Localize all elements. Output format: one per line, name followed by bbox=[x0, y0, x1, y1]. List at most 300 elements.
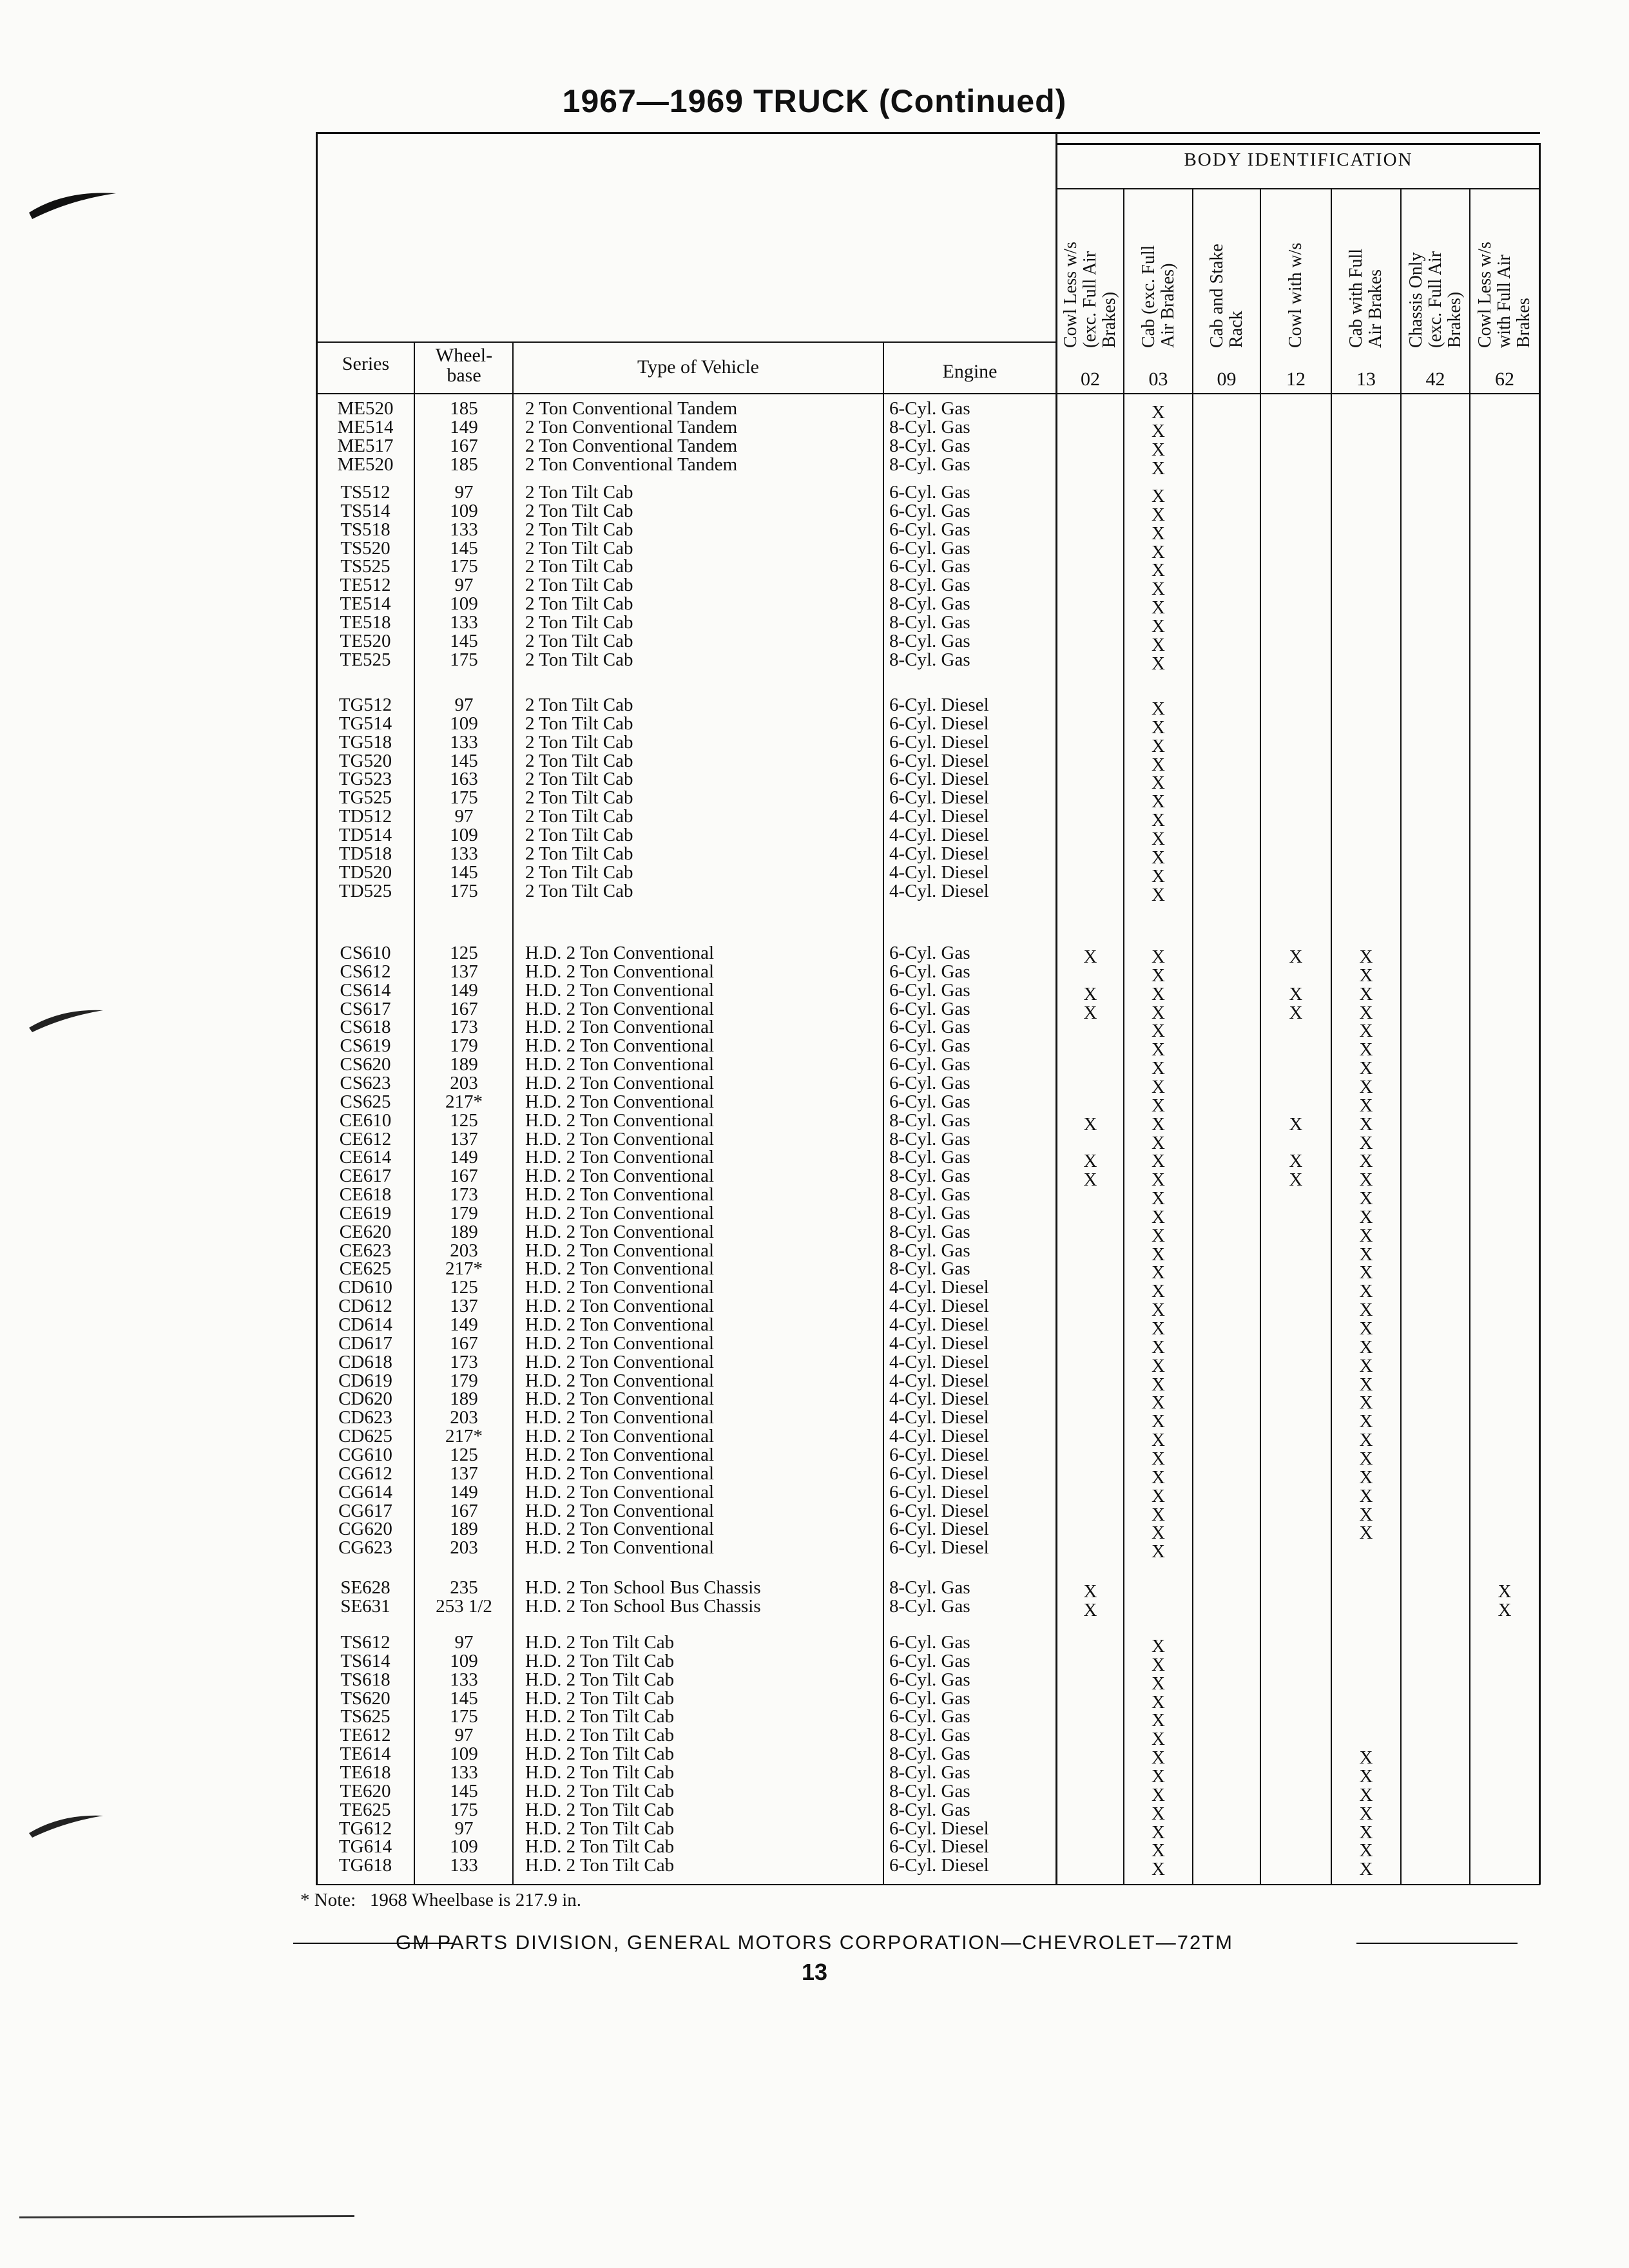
body-mark-03: X bbox=[1152, 698, 1165, 719]
series-cell: TE612 bbox=[340, 1725, 391, 1746]
body-mark-03: X bbox=[1152, 1336, 1165, 1358]
body-mark-03: X bbox=[1152, 1113, 1165, 1135]
wheelbase-cell: 133 bbox=[450, 1855, 478, 1876]
vehicle-type-cell: H.D. 2 Ton Conventional bbox=[525, 1314, 715, 1335]
wheelbase-cell: 167 bbox=[450, 998, 478, 1019]
body-col-13-label bbox=[1365, 269, 1392, 348]
body-mark-03: X bbox=[1152, 1151, 1165, 1172]
engine-cell: 8-Cyl. Gas bbox=[889, 1166, 970, 1187]
body-mark-13: X bbox=[1359, 1355, 1373, 1376]
vehicle-type-cell: H.D. 2 Ton Tilt Cab bbox=[525, 1818, 675, 1839]
series-header: Series bbox=[342, 353, 390, 374]
wheelbase-cell: 137 bbox=[450, 1463, 478, 1484]
body-mark-12: X bbox=[1289, 1169, 1303, 1191]
wheelbase-cell: 173 bbox=[450, 1017, 478, 1038]
wheelbase-cell: 133 bbox=[450, 611, 478, 633]
vehicle-type-cell: H.D. 2 Ton Conventional bbox=[525, 1444, 715, 1465]
engine-cell: 4-Cyl. Diesel bbox=[889, 861, 989, 883]
scan-mark-bottom bbox=[19, 2204, 380, 2229]
body-col-02-label bbox=[1099, 291, 1126, 348]
engine-cell: 8-Cyl. Gas bbox=[889, 1725, 970, 1746]
body-mark-03: X bbox=[1152, 457, 1165, 479]
series-cell: TE512 bbox=[340, 575, 391, 596]
body-mark-03: X bbox=[1152, 1392, 1165, 1414]
vehicle-type-cell: 2 Ton Tilt Cab bbox=[525, 787, 633, 809]
body-mark-13: X bbox=[1359, 1448, 1373, 1469]
body-mark-13: X bbox=[1359, 1244, 1373, 1265]
body-mark-03: X bbox=[1152, 541, 1165, 562]
body-mark-03: X bbox=[1152, 735, 1165, 756]
body-col-42-label bbox=[1444, 291, 1471, 348]
wheelbase-cell: 109 bbox=[450, 1650, 478, 1671]
engine-cell: 4-Cyl. Diesel bbox=[889, 1332, 989, 1354]
engine-cell: 6-Cyl. Gas bbox=[889, 1687, 970, 1709]
engine-cell: 6-Cyl. Diesel bbox=[889, 1444, 989, 1465]
wheelbase-cell: 97 bbox=[454, 806, 474, 827]
series-cell: CD614 bbox=[338, 1314, 392, 1335]
body-col-label-text: with Full Air bbox=[1494, 255, 1514, 348]
engine-cell: 6-Cyl. Diesel bbox=[889, 1537, 989, 1559]
body-mark-03: X bbox=[1152, 965, 1165, 986]
body-mark-02: X bbox=[1083, 983, 1097, 1004]
body-mark-03: X bbox=[1152, 1076, 1165, 1097]
wheelbase-cell: 145 bbox=[450, 630, 478, 651]
body-mark-03: X bbox=[1152, 884, 1165, 905]
series-cell: CS614 bbox=[340, 979, 391, 1001]
series-cell: CE620 bbox=[339, 1221, 392, 1242]
engine-cell: 6-Cyl. Gas bbox=[889, 1669, 970, 1690]
wheelbase-cell: 217* bbox=[445, 1091, 483, 1112]
vehicle-type-cell: H.D. 2 Ton Conventional bbox=[525, 943, 715, 963]
body-mark-02: X bbox=[1083, 947, 1097, 967]
body-mark-03: X bbox=[1152, 1021, 1165, 1042]
engine-cell: 6-Cyl. Gas bbox=[889, 1017, 970, 1038]
body-mark-13: X bbox=[1359, 1747, 1373, 1769]
vehicle-type-cell: H.D. 2 Ton Tilt Cab bbox=[525, 1762, 675, 1783]
wheelbase-cell: 179 bbox=[450, 1370, 478, 1391]
body-mark-13: X bbox=[1359, 1002, 1373, 1023]
body-mark-02: X bbox=[1083, 1581, 1097, 1602]
body-mark-13: X bbox=[1359, 947, 1373, 967]
body-mark-03: X bbox=[1152, 1132, 1165, 1153]
engine-cell: 6-Cyl. Gas bbox=[889, 1650, 970, 1671]
vehicle-type-cell: H.D. 2 Ton Conventional bbox=[525, 1426, 715, 1447]
series-cell: CE618 bbox=[339, 1184, 392, 1206]
wheelbase-cell: 173 bbox=[450, 1351, 478, 1372]
body-mark-03: X bbox=[1152, 420, 1165, 441]
engine-cell: 8-Cyl. Gas bbox=[889, 611, 970, 633]
body-mark-13: X bbox=[1359, 1840, 1373, 1861]
wheelbase-cell: 179 bbox=[450, 1035, 478, 1057]
vehicle-type-cell: H.D. 2 Ton Conventional bbox=[525, 1258, 715, 1280]
vehicle-type-cell: H.D. 2 Ton Conventional bbox=[525, 998, 715, 1019]
engine-cell: 8-Cyl. Gas bbox=[889, 575, 970, 596]
wheelbase-cell: 167 bbox=[450, 1166, 478, 1187]
body-mark-03: X bbox=[1152, 1430, 1165, 1451]
series-cell: TD518 bbox=[338, 843, 392, 864]
series-cell: TS620 bbox=[340, 1687, 390, 1709]
series-cell: CG623 bbox=[338, 1537, 392, 1559]
engine-cell: 6-Cyl. Gas bbox=[889, 998, 970, 1019]
series-cell: TG512 bbox=[338, 695, 392, 715]
series-cell: TG514 bbox=[338, 713, 392, 734]
scan-mark-1 bbox=[26, 174, 122, 226]
wheelbase-cell: 235 bbox=[450, 1577, 478, 1598]
engine-cell: 4-Cyl. Diesel bbox=[889, 1370, 989, 1391]
engine-cell: 8-Cyl. Gas bbox=[889, 630, 970, 651]
body-mark-12: X bbox=[1289, 1151, 1303, 1172]
wheelbase-cell: 109 bbox=[450, 1744, 478, 1765]
wheelbase-cell: 109 bbox=[450, 713, 478, 734]
body-mark-03: X bbox=[1152, 810, 1165, 831]
body-mark-03: X bbox=[1152, 865, 1165, 887]
series-cell: SE631 bbox=[340, 1595, 390, 1617]
vehicle-type-cell: H.D. 2 Ton Conventional bbox=[525, 961, 715, 982]
engine-cell: 4-Cyl. Diesel bbox=[889, 1426, 989, 1447]
body-col-code-09: 09 bbox=[1217, 369, 1237, 390]
body-mark-03: X bbox=[1152, 791, 1165, 812]
body-mark-13: X bbox=[1359, 1039, 1373, 1061]
body-mark-13: X bbox=[1359, 965, 1373, 986]
series-cell: TG518 bbox=[338, 731, 392, 753]
vehicle-type-cell: 2 Ton Tilt Cab bbox=[525, 695, 633, 715]
engine-cell: 6-Cyl. Gas bbox=[889, 1706, 970, 1727]
body-mark-13: X bbox=[1359, 1076, 1373, 1097]
vehicle-type-cell: H.D. 2 Ton Conventional bbox=[525, 1277, 715, 1298]
body-mark-03: X bbox=[1152, 1188, 1165, 1209]
vehicle-type-cell: 2 Ton Tilt Cab bbox=[525, 593, 633, 615]
series-cell: CS619 bbox=[340, 1035, 391, 1057]
vehicle-type-cell: H.D. 2 Ton Tilt Cab bbox=[525, 1780, 675, 1802]
body-col-label-text: Cowl with w/s bbox=[1286, 242, 1306, 348]
body-mark-03: X bbox=[1152, 634, 1165, 655]
series-cell: TE518 bbox=[340, 611, 391, 633]
body-mark-03: X bbox=[1152, 1747, 1165, 1769]
engine-cell: 8-Cyl. Gas bbox=[889, 435, 970, 456]
body-mark-02: X bbox=[1083, 1151, 1097, 1172]
vehicle-type-cell: H.D. 2 Ton Conventional bbox=[525, 1500, 715, 1521]
body-mark-03: X bbox=[1152, 1710, 1165, 1731]
vehicle-type-cell: 2 Ton Tilt Cab bbox=[525, 537, 633, 559]
wheelbase-cell: 145 bbox=[450, 537, 478, 559]
body-mark-13: X bbox=[1359, 1392, 1373, 1414]
vehicle-type-cell: H.D. 2 Ton Conventional bbox=[525, 1296, 715, 1317]
vehicle-type-cell: 2 Ton Tilt Cab bbox=[525, 575, 633, 596]
engine-cell: 8-Cyl. Gas bbox=[889, 1184, 970, 1206]
body-mark-03: X bbox=[1152, 1765, 1165, 1787]
body-mark-13: X bbox=[1359, 1225, 1373, 1246]
series-cell: CE619 bbox=[339, 1202, 392, 1224]
wheelbase-header-line2: base bbox=[447, 365, 481, 386]
vehicle-type-cell: 2 Ton Tilt Cab bbox=[525, 806, 633, 827]
body-mark-13: X bbox=[1359, 1169, 1373, 1191]
wheelbase-cell: 133 bbox=[450, 1669, 478, 1690]
series-cell: CE612 bbox=[339, 1128, 392, 1149]
vehicle-type-cell: H.D. 2 Ton Conventional bbox=[525, 1537, 715, 1559]
wheelbase-cell: 149 bbox=[450, 979, 478, 1001]
series-cell: TE520 bbox=[340, 630, 391, 651]
vehicle-type-header: Type of Vehicle bbox=[637, 356, 759, 378]
engine-cell: 6-Cyl. Gas bbox=[889, 1035, 970, 1057]
wheelbase-cell: 125 bbox=[450, 1444, 478, 1465]
series-cell: ME520 bbox=[337, 398, 394, 419]
series-cell: TS514 bbox=[340, 500, 390, 521]
engine-header: Engine bbox=[942, 361, 998, 382]
body-mark-13: X bbox=[1359, 1188, 1373, 1209]
engine-cell: 6-Cyl. Gas bbox=[889, 961, 970, 982]
body-col-code-42: 42 bbox=[1425, 369, 1445, 390]
vehicle-type-cell: 2 Ton Tilt Cab bbox=[525, 713, 633, 734]
vehicle-type-cell: 2 Ton Tilt Cab bbox=[525, 769, 633, 790]
series-cell: ME514 bbox=[337, 416, 394, 437]
vehicle-type-cell: H.D. 2 Ton Tilt Cab bbox=[525, 1799, 675, 1820]
wheelbase-cell: 149 bbox=[450, 1147, 478, 1168]
body-col-62-label bbox=[1514, 298, 1540, 348]
body-mark-13: X bbox=[1359, 1765, 1373, 1787]
vehicle-type-cell: 2 Ton Tilt Cab bbox=[525, 500, 633, 521]
series-cell: CE614 bbox=[339, 1147, 392, 1168]
wheelbase-cell: 133 bbox=[450, 519, 478, 540]
series-cell: CD618 bbox=[338, 1351, 392, 1372]
series-cell: SE628 bbox=[340, 1577, 390, 1598]
wheelbase-cell: 97 bbox=[454, 1725, 474, 1746]
wheelbase-cell: 97 bbox=[454, 1818, 474, 1839]
body-col-03-label bbox=[1157, 263, 1184, 348]
wheelbase-cell: 185 bbox=[450, 398, 478, 419]
series-cell: TG525 bbox=[338, 787, 392, 809]
series-cell: CE623 bbox=[339, 1240, 392, 1261]
engine-cell: 6-Cyl. Gas bbox=[889, 1072, 970, 1093]
engine-cell: 6-Cyl. Gas bbox=[889, 1054, 970, 1075]
wheelbase-cell: 175 bbox=[450, 1799, 478, 1820]
body-mark-03: X bbox=[1152, 1169, 1165, 1191]
body-mark-03: X bbox=[1152, 828, 1165, 849]
wheelbase-cell: 167 bbox=[450, 1500, 478, 1521]
engine-cell: 6-Cyl. Gas bbox=[889, 398, 970, 419]
vehicle-type-cell: H.D. 2 Ton Conventional bbox=[525, 1091, 715, 1112]
body-mark-03: X bbox=[1152, 773, 1165, 794]
body-mark-03: X bbox=[1152, 1673, 1165, 1694]
wheelbase-cell: 97 bbox=[454, 695, 474, 715]
body-mark-13: X bbox=[1359, 1336, 1373, 1358]
wheelbase-cell: 137 bbox=[450, 1128, 478, 1149]
wheelbase-cell: 163 bbox=[450, 769, 478, 790]
body-mark-03: X bbox=[1152, 1374, 1165, 1395]
body-mark-03: X bbox=[1152, 1206, 1165, 1227]
vehicle-type-cell: H.D. 2 Ton Tilt Cab bbox=[525, 1855, 675, 1876]
vehicle-type-cell: H.D. 2 Ton Conventional bbox=[525, 1481, 715, 1503]
series-cell: TE618 bbox=[340, 1762, 391, 1783]
wheelbase-cell: 149 bbox=[450, 1314, 478, 1335]
body-col-code-12: 12 bbox=[1286, 369, 1306, 390]
body-mark-13: X bbox=[1359, 1318, 1373, 1339]
body-mark-03: X bbox=[1152, 523, 1165, 544]
vehicle-type-cell: 2 Ton Tilt Cab bbox=[525, 824, 633, 845]
body-mark-03: X bbox=[1152, 1244, 1165, 1265]
body-mark-03: X bbox=[1152, 1411, 1165, 1432]
body-mark-03: X bbox=[1152, 402, 1165, 423]
engine-cell: 6-Cyl. Diesel bbox=[889, 1836, 989, 1858]
vehicle-type-cell: H.D. 2 Ton Conventional bbox=[525, 1054, 715, 1075]
body-mark-13: X bbox=[1359, 1821, 1373, 1843]
body-mark-03: X bbox=[1152, 1355, 1165, 1376]
body-col-label-text: Cowl Less w/s bbox=[1475, 242, 1495, 348]
series-cell: CE625 bbox=[339, 1258, 392, 1280]
vehicle-type-cell: 2 Ton Tilt Cab bbox=[525, 519, 633, 540]
engine-cell: 6-Cyl. Gas bbox=[889, 979, 970, 1001]
engine-cell: 4-Cyl. Diesel bbox=[889, 1296, 989, 1317]
series-cell: TE614 bbox=[340, 1744, 391, 1765]
body-mark-03: X bbox=[1152, 439, 1165, 460]
body-col-code-03: 03 bbox=[1148, 369, 1168, 390]
wheelbase-note: * Note: 1968 Wheelbase is 217.9 in. bbox=[300, 1890, 582, 1910]
body-mark-13: X bbox=[1359, 1058, 1373, 1079]
wheelbase-cell: 203 bbox=[450, 1240, 478, 1261]
vehicle-type-cell: 2 Ton Tilt Cab bbox=[525, 630, 633, 651]
body-mark-03: X bbox=[1152, 560, 1165, 581]
scan-mark-2 bbox=[26, 992, 116, 1037]
body-mark-03: X bbox=[1152, 1318, 1165, 1339]
engine-cell: 8-Cyl. Gas bbox=[889, 454, 970, 475]
body-mark-13: X bbox=[1359, 1095, 1373, 1116]
body-mark-03: X bbox=[1152, 1281, 1165, 1302]
body-mark-03: X bbox=[1152, 1466, 1165, 1488]
engine-cell: 6-Cyl. Diesel bbox=[889, 1818, 989, 1839]
engine-cell: 8-Cyl. Gas bbox=[889, 1110, 970, 1131]
body-col-label-text: Air Brakes bbox=[1365, 269, 1385, 348]
series-cell: TS525 bbox=[340, 556, 390, 577]
series-cell: CD612 bbox=[338, 1296, 392, 1317]
wheelbase-cell: 149 bbox=[450, 1481, 478, 1503]
scan-mark-3 bbox=[26, 1798, 116, 1843]
wheelbase-cell: 175 bbox=[450, 880, 478, 901]
engine-cell: 6-Cyl. Gas bbox=[889, 1091, 970, 1112]
body-mark-62: X bbox=[1498, 1599, 1512, 1620]
series-cell: TG520 bbox=[338, 750, 392, 771]
page-title: 1967—1969 TRUCK (Continued) bbox=[562, 83, 1067, 119]
body-mark-03: X bbox=[1152, 1636, 1165, 1657]
wheelbase-cell: 189 bbox=[450, 1221, 478, 1242]
vehicle-type-cell: H.D. 2 Ton Tilt Cab bbox=[525, 1836, 675, 1858]
wheelbase-cell: 173 bbox=[450, 1184, 478, 1206]
wheelbase-cell: 203 bbox=[450, 1537, 478, 1559]
series-cell: TS518 bbox=[340, 519, 390, 540]
body-mark-03: X bbox=[1152, 615, 1165, 637]
wheelbase-cell: 149 bbox=[450, 416, 478, 437]
body-mark-13: X bbox=[1359, 1485, 1373, 1506]
vehicle-type-cell: 2 Ton Tilt Cab bbox=[525, 861, 633, 883]
engine-cell: 4-Cyl. Diesel bbox=[889, 1351, 989, 1372]
body-mark-03: X bbox=[1152, 947, 1165, 967]
engine-cell: 4-Cyl. Diesel bbox=[889, 824, 989, 845]
wheelbase-cell: 175 bbox=[450, 1706, 478, 1727]
wheelbase-cell: 109 bbox=[450, 1836, 478, 1858]
series-cell: CD620 bbox=[338, 1389, 392, 1410]
wheelbase-cell: 137 bbox=[450, 961, 478, 982]
body-mark-03: X bbox=[1152, 1840, 1165, 1861]
series-cell: TD525 bbox=[338, 880, 392, 901]
vehicle-type-cell: 2 Ton Tilt Cab bbox=[525, 556, 633, 577]
wheelbase-header-line1: Wheel- bbox=[435, 345, 493, 366]
series-cell: TD520 bbox=[338, 861, 392, 883]
vehicle-type-cell: 2 Ton Tilt Cab bbox=[525, 611, 633, 633]
body-mark-13: X bbox=[1359, 1466, 1373, 1488]
wheelbase-cell: 133 bbox=[450, 843, 478, 864]
body-mark-03: X bbox=[1152, 597, 1165, 619]
vehicle-type-cell: H.D. 2 Ton Tilt Cab bbox=[525, 1632, 675, 1653]
engine-cell: 4-Cyl. Diesel bbox=[889, 880, 989, 901]
wheelbase-cell: 217* bbox=[445, 1258, 483, 1280]
wheelbase-cell: 203 bbox=[450, 1072, 478, 1093]
vehicle-type-cell: H.D. 2 Ton Tilt Cab bbox=[525, 1650, 675, 1671]
body-mark-03: X bbox=[1152, 1485, 1165, 1506]
body-mark-03: X bbox=[1152, 486, 1165, 506]
engine-cell: 8-Cyl. Gas bbox=[889, 1762, 970, 1783]
engine-cell: 4-Cyl. Diesel bbox=[889, 1389, 989, 1410]
series-cell: TS625 bbox=[340, 1706, 390, 1727]
wheelbase-cell: 145 bbox=[450, 1687, 478, 1709]
body-col-label-text: Cab (exc. Full bbox=[1138, 245, 1159, 348]
engine-cell: 6-Cyl. Diesel bbox=[889, 731, 989, 753]
body-col-label-text: (exc. Full Air bbox=[1425, 251, 1445, 348]
engine-cell: 4-Cyl. Diesel bbox=[889, 1314, 989, 1335]
body-mark-12: X bbox=[1289, 1113, 1303, 1135]
wheelbase-cell: 109 bbox=[450, 500, 478, 521]
body-mark-13: X bbox=[1359, 1262, 1373, 1283]
vehicle-type-cell: 2 Ton Tilt Cab bbox=[525, 731, 633, 753]
wheelbase-cell: 97 bbox=[454, 482, 474, 503]
body-mark-03: X bbox=[1152, 716, 1165, 738]
wheelbase-cell: 185 bbox=[450, 454, 478, 475]
body-col-label-text: Chassis Only bbox=[1405, 252, 1426, 348]
series-cell: TE525 bbox=[340, 649, 391, 670]
vehicle-type-cell: H.D. 2 Ton School Bus Chassis bbox=[525, 1595, 761, 1617]
body-mark-13: X bbox=[1359, 983, 1373, 1004]
series-cell: CG614 bbox=[338, 1481, 392, 1503]
vehicle-type-cell: H.D. 2 Ton Conventional bbox=[525, 1351, 715, 1372]
engine-cell: 6-Cyl. Diesel bbox=[889, 1500, 989, 1521]
body-mark-03: X bbox=[1152, 983, 1165, 1004]
engine-cell: 8-Cyl. Gas bbox=[889, 1128, 970, 1149]
series-cell: TS618 bbox=[340, 1669, 390, 1690]
vehicle-type-cell: H.D. 2 Ton Conventional bbox=[525, 1128, 715, 1149]
engine-cell: 8-Cyl. Gas bbox=[889, 1221, 970, 1242]
body-mark-03: X bbox=[1152, 1504, 1165, 1525]
series-cell: CS623 bbox=[340, 1072, 391, 1093]
series-cell: TG614 bbox=[338, 1836, 392, 1858]
engine-cell: 8-Cyl. Gas bbox=[889, 1240, 970, 1261]
body-mark-12: X bbox=[1289, 983, 1303, 1004]
wheelbase-cell: 203 bbox=[450, 1407, 478, 1428]
body-mark-12: X bbox=[1289, 947, 1303, 967]
engine-cell: 6-Cyl. Gas bbox=[889, 482, 970, 503]
vehicle-type-cell: H.D. 2 Ton Tilt Cab bbox=[525, 1669, 675, 1690]
body-mark-03: X bbox=[1152, 1002, 1165, 1023]
wheelbase-cell: 133 bbox=[450, 1762, 478, 1783]
wheelbase-cell: 167 bbox=[450, 1332, 478, 1354]
wheelbase-cell: 109 bbox=[450, 593, 478, 615]
body-mark-13: X bbox=[1359, 1504, 1373, 1525]
wheelbase-cell: 189 bbox=[450, 1389, 478, 1410]
body-col-code-13: 13 bbox=[1356, 369, 1376, 390]
wheelbase-cell: 109 bbox=[450, 824, 478, 845]
body-mark-03: X bbox=[1152, 1654, 1165, 1675]
engine-cell: 6-Cyl. Diesel bbox=[889, 750, 989, 771]
series-cell: TG523 bbox=[338, 769, 392, 790]
body-mark-13: X bbox=[1359, 1523, 1373, 1544]
series-cell: TG618 bbox=[338, 1855, 392, 1876]
series-cell: CD623 bbox=[338, 1407, 392, 1428]
